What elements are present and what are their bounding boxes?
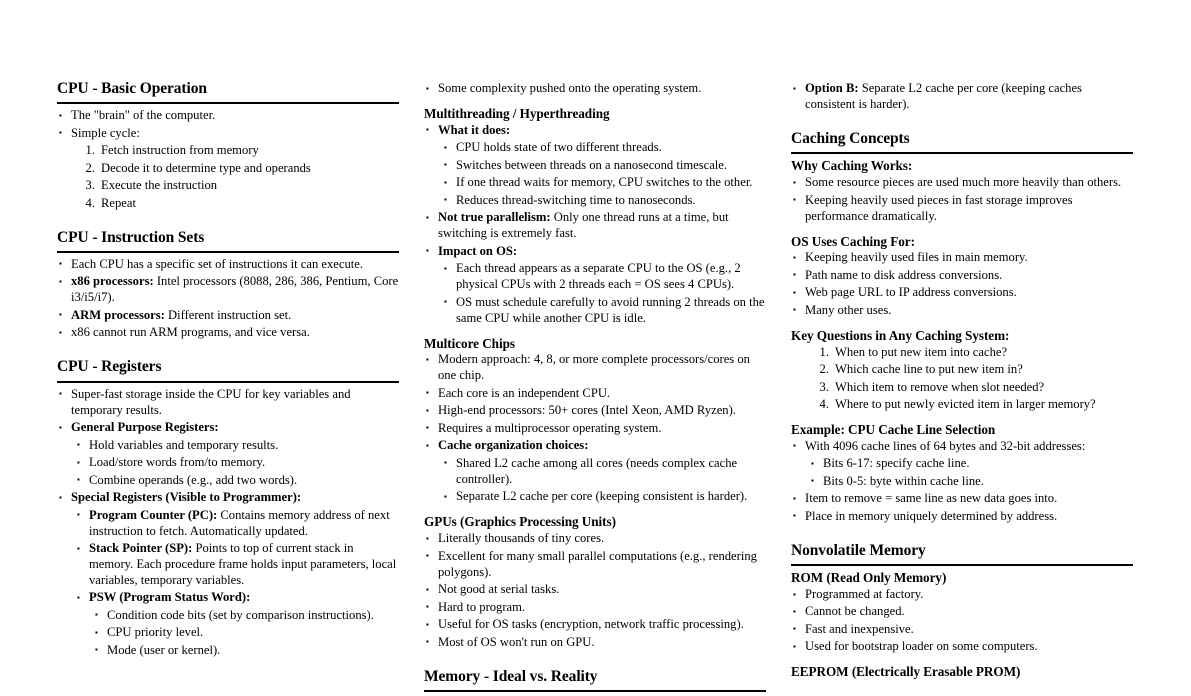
subsection-heading-gpus: GPUs (Graphics Processing Units): [424, 514, 616, 530]
list-example-rest: [791, 491, 1133, 524]
list-item: ▪ Some complexity pushed onto the operating system.: [424, 81, 766, 97]
list-item: ▪ Bits 0-5: byte within cache line.: [809, 474, 1133, 490]
list-item: ▪ Shared L2 cache among all cores (needs complex cache controller).: [442, 456, 766, 488]
subsection-heading-multithreading: Multithreading / Hyperthreading: [424, 105, 610, 121]
list-item: ▪ The "brain" of the computer.: [57, 108, 399, 124]
section-heading-memory-ideal-vs-reality: Memory - Ideal vs. Reality: [424, 668, 766, 692]
list-item: ▪ Reduces thread-switching time to nanoseconds.: [442, 193, 766, 209]
list-item: ▪ Fast and inexpensive.: [791, 622, 1133, 638]
list-item: ▪ Most of OS won't run on GPU.: [424, 635, 766, 651]
subsection-heading-why-caching-works: Why Caching Works:: [791, 158, 913, 174]
list-item: ▪ Keeping heavily used pieces in fast storage improves performance dramatically.: [791, 193, 1133, 225]
list-cpu-registers: [57, 387, 399, 436]
column-1: [57, 80, 399, 660]
list-item: ▪ Program Counter (PC): Contains memory address of next instruction to fetch. Automatically updated.: [75, 508, 399, 540]
list-example-bits: [791, 456, 1133, 489]
list-gpus: [424, 531, 766, 650]
section-heading-caching-concepts: Caching Concepts: [791, 130, 1133, 154]
list-item: ▪ Useful for OS tasks (encryption, network traffic processing).: [424, 617, 766, 633]
list-item: ▪ Super-fast storage inside the CPU for key variables and temporary results.: [57, 387, 399, 419]
list-os-uses-caching-for: [791, 250, 1133, 318]
subsection-heading-key-questions: Key Questions in Any Caching System:: [791, 327, 1010, 343]
list-item: ▪ With 4096 cache lines of 64 bytes and 32-bit addresses:: [791, 439, 1133, 455]
list-item: ▪ Many other uses.: [791, 303, 1133, 319]
list-item: ▪ Used for bootstrap loader on some computers.: [791, 639, 1133, 655]
list-item: ▪ x86 cannot run ARM programs, and vice versa.: [57, 325, 399, 341]
list-multicore-chips: [424, 352, 766, 454]
list-example-first: [791, 439, 1133, 455]
list-item: ▪ Modern approach: 4, 8, or more complete processors/cores on one chip.: [424, 352, 766, 384]
section-heading-cpu-registers: CPU - Registers: [57, 358, 399, 382]
list-item: Where to put newly evicted item in larger memory?: [835, 397, 1096, 412]
list-item: ▪ If one thread waits for memory, CPU switches to the other.: [442, 175, 766, 191]
list-special-registers: [57, 490, 399, 506]
list-item: ▪ General Purpose Registers:: [57, 420, 399, 436]
list-item: ▪ What it does:: [424, 123, 766, 139]
list-rom: [791, 587, 1133, 655]
list-what-it-does-detail: [424, 140, 766, 208]
list-item: ▪ Switches between threads on a nanosecond timescale.: [442, 158, 766, 174]
list-item: ▪ Not good at serial tasks.: [424, 582, 766, 598]
subsection-heading-multicore-chips: Multicore Chips: [424, 335, 515, 351]
list-item: ▪ Literally thousands of tiny cores.: [424, 531, 766, 547]
list-item: ▪ Keeping heavily used files in main memory.: [791, 250, 1133, 266]
list-item: ▪ x86 processors: Intel processors (8088, 286, 386, Pentium, Core i3/i5/i7).: [57, 274, 399, 306]
list-item: ▪ PSW (Program Status Word):: [75, 590, 399, 606]
list-item: ▪ Cache organization choices:: [424, 438, 766, 454]
list-item: ▪ Hard to program.: [424, 600, 766, 616]
section-heading-cpu-instruction-sets: CPU - Instruction Sets: [57, 229, 399, 253]
list-not-true-parallelism: [424, 210, 766, 259]
list-item: ▪ Path name to disk address conversions.: [791, 268, 1133, 284]
list-item: ▪ Not true parallelism: Only one thread runs at a time, but switching is extremely fast.: [424, 210, 766, 242]
list-item: ▪ ARM processors: Different instruction set.: [57, 308, 399, 324]
list-psw-detail: [75, 608, 399, 659]
column-3: [791, 80, 1133, 681]
subsection-heading-example-cache-line-selection: Example: CPU Cache Line Selection: [791, 422, 996, 438]
list-why-caching-works: [791, 175, 1133, 224]
section-heading-cpu-basic-operation: CPU - Basic Operation: [57, 80, 399, 104]
list-item: ▪ Combine operands (e.g., add two words).: [75, 473, 399, 489]
list-special-registers-detail: [57, 508, 399, 607]
list-item: ▪ Each thread appears as a separate CPU to the OS (e.g., 2 physical CPUs with 2 threads each = OS sees 4 CPUs).: [442, 261, 766, 293]
list-item: Which item to remove when slot needed?: [835, 379, 1045, 394]
list-item: When to put new item into cache?: [835, 344, 1008, 359]
list-item: ▪ OS must schedule carefully to avoid running 2 threads on the same CPU while another CPU is idle.: [442, 295, 766, 327]
ordered-list-key-questions: [791, 345, 1133, 413]
list-cache-organization-choices: [424, 456, 766, 505]
list-item: ▪ Special Registers (Visible to Programmer):: [57, 490, 399, 506]
list-item: ▪ Condition code bits (set by comparison instructions).: [93, 608, 399, 624]
list-item: ▪ Requires a multiprocessor operating system.: [424, 421, 766, 437]
subsection-heading-eeprom: EEPROM (Electrically Erasable PROM): [791, 664, 1021, 680]
list-orphan-continuation: [424, 81, 766, 97]
list-item: ▪ Hold variables and temporary results.: [75, 438, 399, 454]
list-item: ▪ Impact on OS:: [424, 244, 766, 260]
list-item: ▪ Cannot be changed.: [791, 604, 1133, 620]
list-what-it-does: [424, 123, 766, 139]
list-item: ▪ Bits 6-17: specify cache line.: [809, 456, 1133, 472]
list-orphan-continuation-option-b: [791, 81, 1133, 113]
list-cpu-instruction-sets: [57, 257, 399, 341]
list-item: ▪ CPU holds state of two different threads.: [442, 140, 766, 156]
list-item: ▪ Separate L2 cache per core (keeping consistent is harder).: [442, 489, 766, 505]
list-item: ▪ Each core is an independent CPU.: [424, 386, 766, 402]
list-item: ▪ Excellent for many small parallel computations (e.g., rendering polygons).: [424, 549, 766, 581]
list-item: ▪ Some resource pieces are used much more heavily than others.: [791, 175, 1133, 191]
subsection-heading-os-uses-caching-for: OS Uses Caching For:: [791, 233, 915, 249]
list-item: Which cache line to put new item in?: [835, 362, 1023, 377]
list-item: ▪ High-end processors: 50+ cores (Intel Xeon, AMD Ryzen).: [424, 403, 766, 419]
list-item: ▪ Web page URL to IP address conversions.: [791, 285, 1133, 301]
list-item: Execute the instruction: [101, 178, 218, 193]
list-item: ▪ CPU priority level.: [93, 625, 399, 641]
list-general-purpose-registers: [57, 438, 399, 489]
list-item: Decode it to determine type and operands: [101, 160, 311, 175]
list-item: ▪ Programmed at factory.: [791, 587, 1133, 603]
ordered-list-simple-cycle: [57, 143, 399, 211]
column-2: [424, 80, 766, 696]
section-heading-nonvolatile-memory: Nonvolatile Memory: [791, 542, 1133, 566]
list-cpu-basic-operation: [57, 108, 399, 141]
list-item: Repeat: [101, 195, 136, 210]
list-item: ▪ Load/store words from/to memory.: [75, 455, 399, 471]
list-item: ▪ Item to remove = same line as new data goes into.: [791, 491, 1133, 507]
list-item: ▪ Simple cycle:: [57, 126, 399, 142]
three-column-layout: [57, 80, 1134, 696]
list-item: ▪ Stack Pointer (SP): Points to top of current stack in memory. Each procedure frame holds input parameters, local variables, temporary variables.: [75, 541, 399, 589]
subsection-heading-rom: ROM (Read Only Memory): [791, 570, 947, 586]
list-item: ▪ Place in memory uniquely determined by address.: [791, 509, 1133, 525]
list-item: ▪ Mode (user or kernel).: [93, 643, 399, 659]
list-impact-on-os-detail: [424, 261, 766, 326]
list-item: ▪ Option B: Separate L2 cache per core (keeping caches consistent is harder).: [791, 81, 1133, 113]
list-item: Fetch instruction from memory: [101, 143, 259, 158]
list-item: ▪ Each CPU has a specific set of instructions it can execute.: [57, 257, 399, 273]
